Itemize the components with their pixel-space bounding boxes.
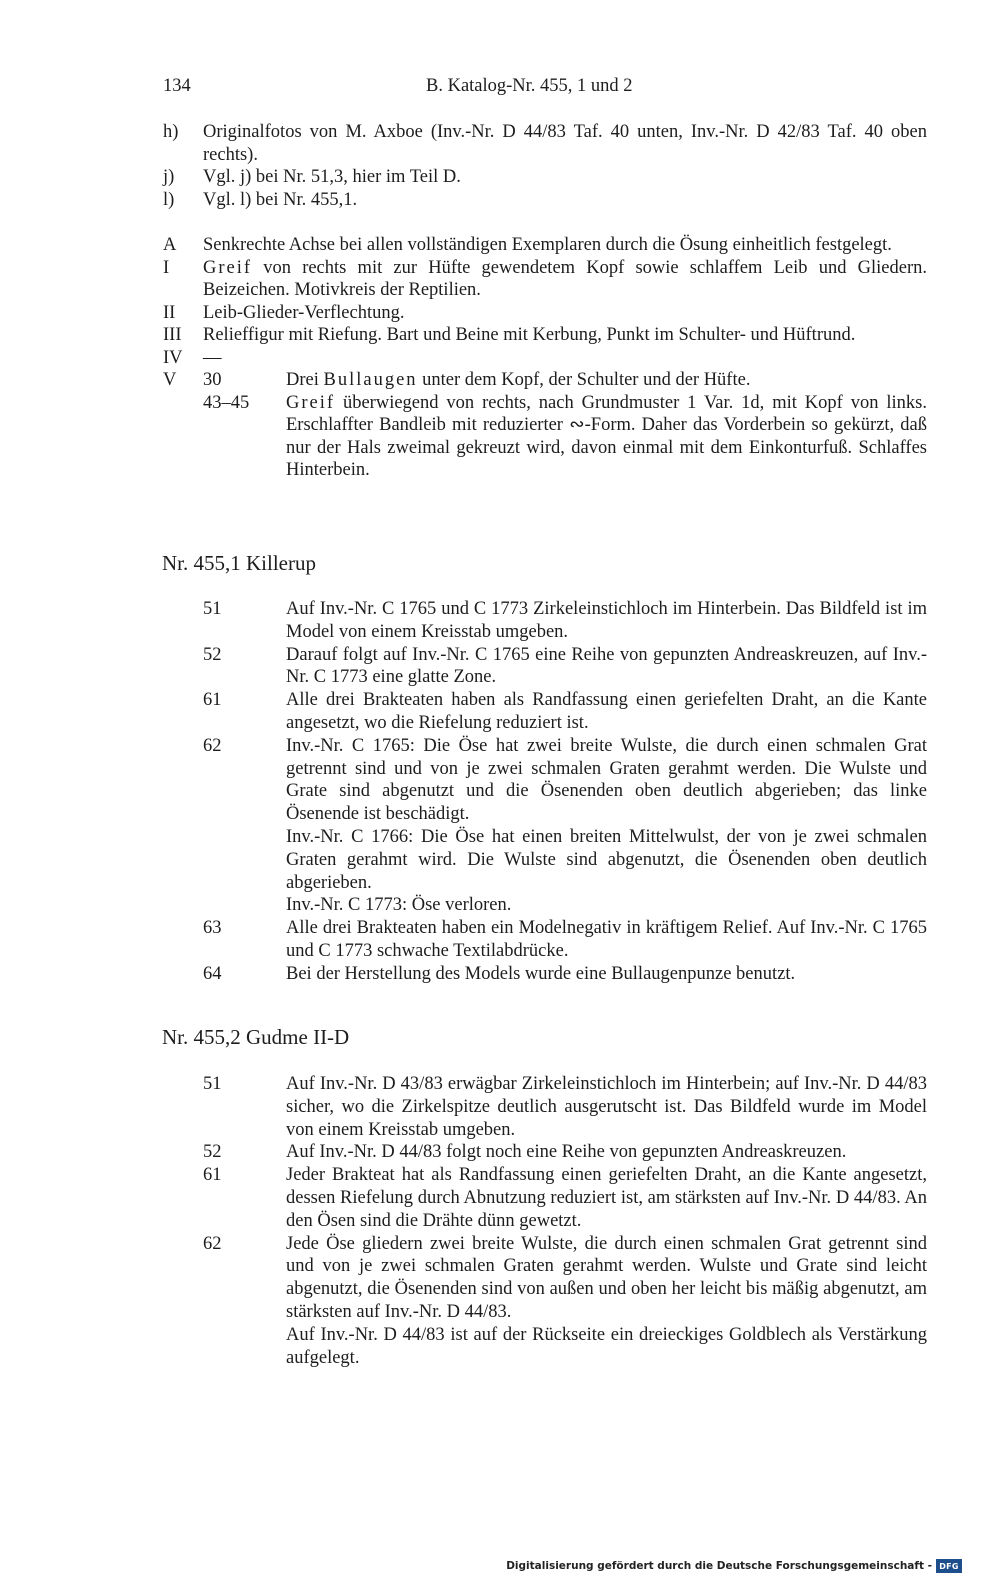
classification-block bbox=[163, 234, 927, 482]
running-title: B. Katalog-Nr. 455, 1 und 2 bbox=[426, 76, 633, 96]
class-label: I bbox=[163, 257, 170, 278]
entry-row bbox=[203, 689, 927, 735]
entry-code: 64 bbox=[203, 963, 222, 984]
class-text-rest: von rechts mit zur Hüfte gewendetem Kopf sowie schlaffem Leib und Gliedern. Beizeichen. Motivkreis der Reptilien. bbox=[203, 257, 927, 300]
digitization-footer bbox=[506, 1557, 962, 1575]
section-heading-killerup: Nr. 455,1 Killerup bbox=[162, 551, 316, 575]
notes-block bbox=[163, 121, 927, 211]
note-text: Vgl. l) bei Nr. 455,1. bbox=[203, 189, 358, 210]
footer-text: Digitalisierung gefördert durch die Deutsche Forschungsgemeinschaft - bbox=[506, 1560, 932, 1572]
class-iii bbox=[163, 324, 927, 347]
class-code: 43–45 bbox=[203, 392, 250, 413]
entry-code: 62 bbox=[203, 735, 222, 756]
entry-row bbox=[203, 1164, 927, 1232]
section-heading-gudme: Nr. 455,2 Gudme II-D bbox=[162, 1025, 350, 1049]
class-v-2 bbox=[163, 392, 927, 482]
class-text bbox=[286, 369, 927, 392]
class-label: IV bbox=[163, 347, 183, 368]
class-text-rest: überwiegend von rechts, nach Grundmuster 1 Var. 1d, mit Kopf von links. Erschlaffter Bandleib mit reduzierter ∾-Form. Daher das Vorderbein so gekürzt, daß nur der Hals zweimal gekreuzt wird, davon einmal mit dem Einkonturfuß. Schlaffes Hinterbein. bbox=[286, 392, 927, 480]
entry-text: Auf Inv.-Nr. D 44/83 folgt noch eine Reihe von gepunzten Andreaskreuzen. bbox=[286, 1142, 847, 1163]
class-ii bbox=[163, 302, 927, 325]
entry-text: Inv.-Nr. C 1766: Die Öse hat einen breiten Mittelwulst, der von je zwei schmalen Graten gerahmt wird. Die Wulste sind abgenutzt, die Ösenenden oben deutlich abgerieben. bbox=[286, 826, 927, 893]
note-h bbox=[163, 121, 927, 166]
class-v bbox=[163, 369, 927, 392]
spaced-keyword: Bullaugen bbox=[323, 370, 418, 390]
entry-row bbox=[203, 917, 927, 963]
entry-text: Jeder Brakteat hat als Randfassung einen geriefelten Draht, an die Kante angesetzt, dessen Riefelung durch Abnutzung reduziert ist, am stärksten auf Inv.-Nr. D 44/83. An den Ösen sind die Drähte dünn gewetzt. bbox=[286, 1165, 927, 1231]
entry-row bbox=[203, 1324, 927, 1370]
class-code: 30 bbox=[203, 370, 222, 390]
class-text: Senkrechte Achse bei allen vollständigen Exemplaren durch die Ösung einheitlich festgelegt. bbox=[203, 235, 892, 255]
class-i bbox=[163, 257, 927, 302]
class-label: V bbox=[163, 370, 177, 390]
class-text bbox=[286, 392, 927, 482]
entry-code: 61 bbox=[203, 1165, 222, 1186]
class-text: Relieffigur mit Riefung. Bart und Beine mit Kerbung, Punkt im Schulter- und Hüftrund. bbox=[203, 325, 856, 345]
entry-code: 62 bbox=[203, 1233, 222, 1254]
entry-text: Bei der Herstellung des Models wurde eine Bullaugenpunze benutzt. bbox=[286, 963, 796, 984]
class-text-rest: unter dem Kopf, der Schulter und der Hüfte. bbox=[417, 370, 751, 390]
entry-text: Auf Inv.-Nr. D 43/83 erwägbar Zirkeleinstichloch im Hinterbein; auf Inv.-Nr. D 44/83 sicher, wo die Zirkelspitze deutlich ausgerutscht ist. Das Bildfeld wurde im Model von einem Kreisstab umgeben. bbox=[286, 1074, 927, 1140]
note-label: h) bbox=[163, 122, 179, 142]
spaced-keyword: Greif bbox=[203, 257, 253, 278]
entry-code: 52 bbox=[203, 1142, 222, 1163]
entry-code: 63 bbox=[203, 918, 222, 939]
class-iv bbox=[163, 347, 927, 370]
note-j bbox=[163, 166, 927, 189]
entry-code: 61 bbox=[203, 690, 222, 711]
entry-text: Auf Inv.-Nr. C 1765 und C 1773 Zirkeleinstichloch im Hinterbein. Das Bildfeld ist im Model von einem Kreisstab umgeben. bbox=[286, 599, 927, 642]
entry-text: Inv.-Nr. C 1773: Öse verloren. bbox=[286, 895, 512, 916]
entry-text: Alle drei Brakteaten haben als Randfassung einen geriefelten Draht, an die Kante angesetzt, wo die Riefelung reduziert ist. bbox=[286, 690, 927, 733]
note-text: Vgl. j) bei Nr. 51,3, hier im Teil D. bbox=[203, 167, 461, 187]
entry-text: Inv.-Nr. C 1765: Die Öse hat zwei breite Wulste, die durch einen schmalen Grat getrennt sind und von je zwei schmalen Graten gerahmt werden. Die Wulste und Grate sind abgenutzt und die Ösenenden oben deutlich abgerieben; das linke Ösenende ist beschädigt. bbox=[286, 735, 927, 825]
section-gudme bbox=[203, 1073, 927, 1369]
note-label: l) bbox=[163, 189, 175, 210]
entry-row bbox=[203, 644, 927, 690]
page-number: 134 bbox=[163, 76, 191, 96]
entry-row bbox=[203, 963, 927, 986]
class-label: A bbox=[163, 235, 177, 255]
note-l bbox=[163, 189, 927, 212]
class-label: II bbox=[163, 302, 176, 323]
entry-text: Darauf folgt auf Inv.-Nr. C 1765 eine Reihe von gepunzten Andreaskreuzen, auf Inv.-Nr. C 1773 eine glatte Zone. bbox=[286, 644, 927, 688]
note-label: j) bbox=[163, 167, 175, 187]
entry-row bbox=[203, 826, 927, 894]
entry-row bbox=[203, 735, 927, 826]
spaced-keyword: Greif bbox=[286, 392, 336, 413]
entry-row bbox=[203, 1141, 927, 1164]
entry-text: Jede Öse gliedern zwei breite Wulste, die durch einen schmalen Grat getrennt sind und von je zwei schmalen Graten gerahmt werden. Wulste und Grate sind leicht abgenutzt, die Ösenenden sind von außen und oben her leicht bis mäßig abgenutzt, am stärksten auf Inv.-Nr. D 44/83. bbox=[286, 1233, 927, 1322]
entry-row bbox=[203, 598, 927, 644]
note-text: Originalfotos von M. Axboe (Inv.-Nr. D 44/83 Taf. 40 unten, Inv.-Nr. D 42/83 Taf. 40 oben rechts). bbox=[203, 122, 927, 165]
class-a bbox=[163, 234, 927, 257]
class-text bbox=[203, 257, 927, 302]
class-label: III bbox=[163, 325, 182, 345]
class-text: — bbox=[203, 347, 222, 368]
dfg-logo-icon: DFG bbox=[936, 1559, 962, 1573]
entry-text: Auf Inv.-Nr. D 44/83 ist auf der Rückseite ein dreieckiges Goldblech als Verstärkung aufgelegt. bbox=[286, 1324, 927, 1368]
entry-code: 51 bbox=[203, 1074, 222, 1094]
entry-row bbox=[203, 1233, 927, 1324]
entry-row bbox=[203, 1073, 927, 1141]
class-text: Leib-Glieder-Verflechtung. bbox=[203, 302, 405, 323]
entry-row bbox=[203, 894, 927, 917]
entry-text: Alle drei Brakteaten haben ein Modelnegativ in kräftigem Relief. Auf Inv.-Nr. C 1765 und C 1773 schwache Textilabdrücke. bbox=[286, 918, 927, 961]
entry-code: 51 bbox=[203, 599, 222, 619]
running-header bbox=[163, 76, 927, 100]
entry-code: 52 bbox=[203, 644, 222, 665]
class-text-pre: Drei bbox=[286, 370, 324, 390]
section-killerup bbox=[203, 598, 927, 986]
